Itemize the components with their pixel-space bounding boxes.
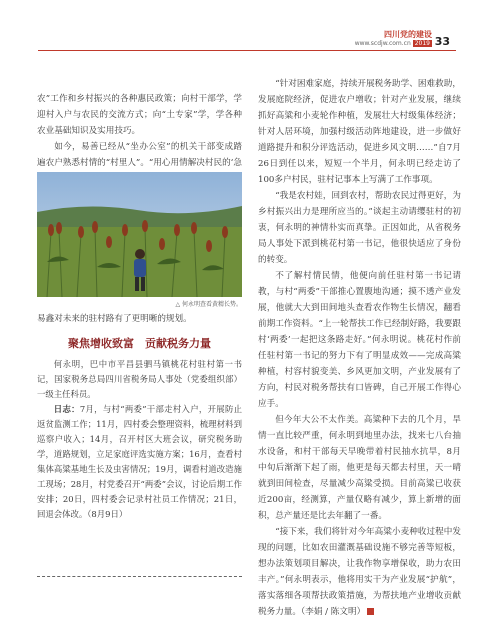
url-text: www.scdjw.com.cn bbox=[354, 40, 411, 47]
paragraph: 不了解村情民情，他便向前任驻村第一书记请教，与村“两委”干部推心置腹地沟通；摸不透产业发展，他就大大到田间地头查看农作物生长情况，翻看前期工作资料。“上一轮帮扶工作已经制好路，我要跟村‘两委’一起把这条路走好。”何永明说。桃花村作前任驻村第一书记的努力下有了明显成效——完成高粱种植，村容村貌变美、乡风更加文明，产业发展有了方向，村民对税务帮扶有口皆碑，自己开展工作得心应手。 bbox=[258, 271, 461, 409]
diary-entry bbox=[37, 402, 242, 522]
paragraph-last bbox=[258, 524, 461, 620]
magazine-url bbox=[355, 40, 432, 47]
diary-text: 7月，与村“两委”干部走村入户，开展防止返贫监测工作；11月，四村委会整理资料，梳理材料到巡察户收入；14月，召开村区大班会议，研究税务助学，道路规划，立足家庭评选实施方案；16月，查看村集体高粱基地生长及虫害情况；19月，调看村道改造施工现场；28月，村党委召开“两委”会议，讨论后期工作安排；20日，四村委会记录村社员工作情况；21日，回退会体改。（8月9日） bbox=[37, 404, 243, 519]
photo-caption: △ 何永明查看黄精长势。 bbox=[175, 301, 242, 308]
profile-box bbox=[37, 357, 242, 522]
photo-illustration bbox=[37, 172, 242, 297]
page-number: 33 bbox=[434, 35, 450, 48]
paragraph: 易鑫对未来的驻村路有了更明晰的规划。 bbox=[37, 314, 192, 324]
last-paragraph-text: “接下来，我们将针对今年高粱小麦种收过程中发现的问题，比如农田灌溉基础设施不够完善等短板，想办法策划项目解决，让我作物享增保收，助力农田丰产。”何永明表示，他将用实干为产业发展“护航”，落实落细各项帮扶政策措施，为帮扶地产业增收贡献税务力量。（李娟 / 陈文明） bbox=[258, 527, 461, 617]
section-heading: 聚焦增收致富 贡献税务力量 bbox=[68, 337, 211, 350]
right-column bbox=[258, 76, 461, 620]
year-badge: 2019 bbox=[414, 40, 430, 47]
paragraph: “针对困难家庭，持续开展税务助学、困难救助，发展庭院经济，促进农户增收；针对产业发展，继续抓好高粱和小麦轮作种植，发展壮大村级集体经济；针对人居环境，加强村级活动阵地建设，进一步做好道路提升和积分评选活动，促进乡风文明……”自7月26日到任以来，短短一个半月，何永明已经走访了100多户村民，驻村记事本上写满了工作事项。 bbox=[258, 79, 461, 185]
paragraph: 但今年大公不太作美。高粱种下去的几个月，旱情一直比较严重，何永明到地里办法，找来七八台抽水设备，和村干部每天早晚带着村民抽水抗旱，8月中旬后渐渐下起了雨，他更是每天都去村里，天一晴就到田间检查，尽量减少高粱受损。目前高粱已收获近200亩，经测算，产量仅略有减少，算上新增的面积，总产量还是比去年翻了一番。 bbox=[258, 415, 461, 521]
paragraph: 农”工作和乡村振兴的各种惠民政策；向村干部学，学迎村入户与农民的交流方式；向“土专家”学，学各种农业基础知识及实用技巧。 bbox=[37, 94, 242, 136]
paragraph: “我是农村娃，回到农村，帮助农民过得更好，为乡村振兴出力是理所应当的。”谈起主动请缨驻村的初衷，何永明的神情朴实而真挚。正因如此，从省税务局人事处下派到桃花村第一书记，他很快适应了身份的转变。 bbox=[258, 191, 461, 265]
sorghum-field-photo bbox=[37, 172, 242, 297]
profile-intro: 何永明，巴中市平昌县驷马镇桃花村驻村第一书记，国家税务总局四川省税务局人事处（党委组织部）一级主任科员。 bbox=[37, 359, 242, 399]
header-rule bbox=[38, 50, 456, 51]
diary-lead: 日志： bbox=[53, 404, 80, 414]
paragraph: 如今，易善已经从“坐办公室”的机关干部变成踏遍农户熟悉村情的“村里人”。“用心用情解决村民的‘急 bbox=[37, 142, 242, 168]
end-mark-icon bbox=[367, 608, 374, 615]
box-divider bbox=[37, 576, 242, 577]
left-column-bottom bbox=[37, 311, 242, 327]
magazine-title: 四川党的建设 bbox=[384, 30, 432, 39]
